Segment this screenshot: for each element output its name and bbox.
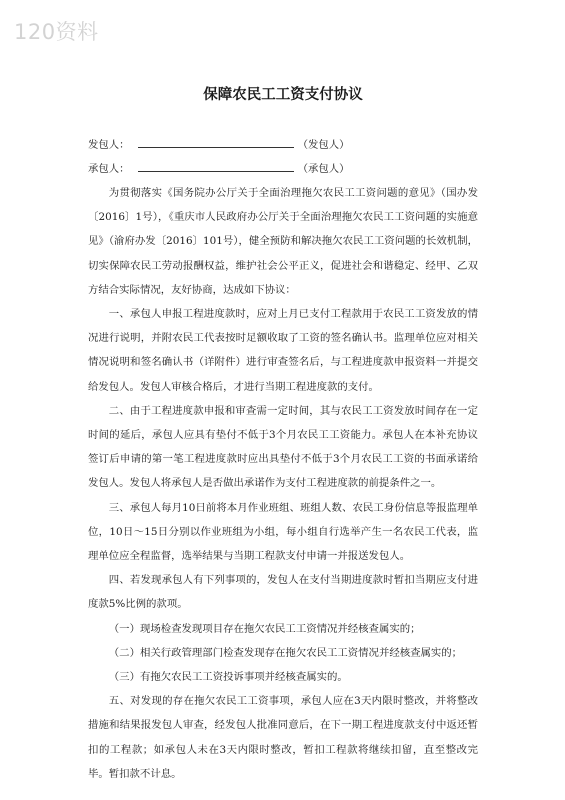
paragraph-intro: 为贯彻落实《国务院办公厅关于全面治理拖欠农民工工资问题的意见》（国办发〔2016〕1号），《重庆市人民政府办公厅关于全面治理拖欠农民工工资问题的实施意见》（渝府办发〔2016〕101号），健全预防和解决拖欠农民工工资问题的长效机制，切实保障农民工劳动报酬权益，维护社会公平正义，促进社会和谐稳定、经甲、乙双方结合实际情况，友好协商，达成如下协议： xyxy=(88,187,478,296)
document-title: 保障农民工工资支付协议 xyxy=(203,86,363,103)
paragraph-clause-2: 二、由于工程进度款申报和审查需一定时间，其与农民工工资发放时间存在一定时间的延后，承包人应具有垫付不低于3个月农民工工资能力。承包人在本补充协议签订后申请的第一笔工程进度款时应出具垫付不低于3个月农民工工资的书面承诺给发包人。发包人将承包人是否做出承诺作为支付工程进度款的前提条件之一。 xyxy=(88,404,478,490)
paragraph-item-3: （三）有拖欠农民工工资投诉事项并经核查属实的。 xyxy=(108,671,348,684)
party-contractor-label: 承包人： xyxy=(88,163,130,175)
paragraph-item-2: （二）相关行政管理部门检查发现存在拖欠农民工工资情况并经核查属实的； xyxy=(108,646,463,659)
paragraph-clause-3: 三、承包人每月10日前将本月作业班组、班组人数、农民工身份信息等报监理单位，10日～15日分别以作业班组为小组，每小组自行选举产生一名农民工代表，监理单位应全程监督，选举结果与当期工程款支付申请一并报送发包人。 xyxy=(88,501,478,563)
party-employer-blank xyxy=(138,134,294,148)
paragraph-clause-4: 四、若发现承包人有下列事项的，发包人在支付当期进度款时暂扣当期应支付进度款5%比例的款项。 xyxy=(88,574,478,611)
agreement-document xyxy=(88,84,478,786)
party-employer-suffix: （发包人） xyxy=(297,139,350,151)
party-contractor-suffix: （承包人） xyxy=(297,163,350,175)
party-contractor-blank xyxy=(138,158,294,172)
paragraph-clause-1: 一、承包人申报工程进度款时，应对上月已支付工程款用于农民工工资发放的情况进行说明，并附农民工代表按时足额收取了工资的签名确认书。监理单位应对相关情况说明和签名确认书（详附件）进行审查签名后，与工程进度款申报资料一并提交给发包人。发包人审核合格后，才进行当期工程进度款的支付。 xyxy=(88,308,478,393)
party-employer xyxy=(88,133,478,157)
paragraph-clause-5: 五、对发现的存在拖欠农民工工资事项，承包人应在3天内限时整改，并将整改措施和结果报发包人审查，经发包人批准同意后，在下一期工程进度款支付中返还暂扣的工程款；如承包人未在3天内限时整改，暂扣工程款将继续扣留，直至整改完毕。暂扣款不计息。 xyxy=(88,695,478,780)
party-contractor xyxy=(88,157,478,181)
paragraph-item-1: （一）现场检查发现项目存在拖欠农民工工资情况并经核查属实的； xyxy=(108,622,421,635)
party-employer-label: 发包人： xyxy=(88,139,130,151)
watermark-logo: 120资料 xyxy=(14,20,99,44)
